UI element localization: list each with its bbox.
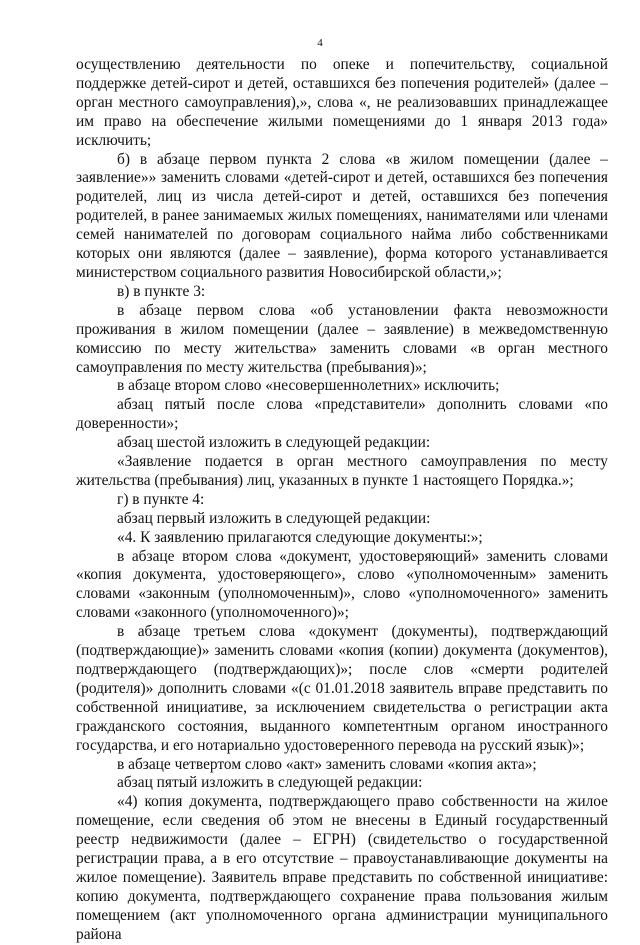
paragraph-g-fourth: в абзаце четвертом слово «акт» заменить словами «копия акта»;: [117, 755, 537, 773]
paragraph-g-fifth-intro: абзац пятый изложить в следующей редакции:: [117, 774, 423, 792]
paragraph-v-heading: в) в пункте 3:: [117, 282, 206, 300]
paragraph-g-second: в абзаце втором слова «документ, удостоверяющий» заменить словами «копия документа, удостоверяющего», слово «уполномоченным» заменить словами «законным (уполномоченным)», слово «уполномоченного» заменить словами «законного (уполномоченного)»;: [76, 547, 608, 622]
paragraph-g-third: в абзаце третьем слова «документ (документы), подтверждающий (подтверждающие)» заменить словами «копия (копии) документа (документов), подтверждающего (подтверждающих)»; после слов «смерти родителей (родителя)» дополнить словами «(с 01.01.2018 заявитель вправе представить по собственной инициативе, за исключением свидетельства о регистрации акта гражданского состояния, выданного компетентным органом иностранного государства, и его нотариально удостоверенного перевода на русский язык)»;: [76, 623, 608, 754]
paragraph-g-first-intro: абзац первый изложить в следующей редакции:: [117, 509, 431, 527]
paragraph-v-sixth-text: «Заявление подается в орган местного самоуправления по месту жительства (пребывания) лиц, указанных в пункте 1 настоящего Порядка.»;: [76, 453, 608, 489]
paragraph-1-continuation: осуществлению деятельности по опеке и попечительству, социальной поддержке детей-сирот и детей, оставшихся без попечения родителей» (далее – орган местного самоуправления),», слова «, не реализовавших принадлежащее им право на обеспечение жилыми помещениями до 1 января 2013 года» исключить;: [76, 56, 608, 149]
page-number: 4: [317, 37, 323, 49]
paragraph-g-heading: г) в пункте 4:: [117, 490, 205, 508]
paragraph-v-fifth: абзац пятый после слова «представители» дополнить словами «по доверенности»;: [76, 396, 608, 433]
paragraph-b-clause: б) в абзаце первом пункта 2 слова «в жилом помещении (далее – заявление»» заменить словами «детей-сирот и детей, оставшихся без попечения родителей, лиц из числа детей-сирот и детей, оставшихся без попечения родителей, в ранее занимаемых жилых помещениях, нанимателями или членами семей нанимателей по договорам социального найма либо собственниками которых они являются (далее – заявление), форма которого устанавливается министерством социального развития Новосибирской области,»;: [76, 150, 608, 281]
paragraph-v-sixth-intro: абзац шестой изложить в следующей редакции:: [117, 434, 431, 452]
paragraph-v-second: в абзаце втором слово «несовершеннолетних» исключить;: [117, 377, 500, 395]
paragraph-g-fifth-text: «4) копия документа, подтверждающего право собственности на жилое помещение, если сведения об этом не внесены в Единый государственный реестр недвижимости (далее – ЕГРН) (свидетельство о государственной регистрации права, а в его отсутствие – правоустанавливающие документы на жилое помещение). Заявитель вправе представить по собственной инициативе: копию документа, подтверждающего сохранение права пользования жилым помещением (акт уполномоченного органа администрации муниципального района: [76, 793, 608, 943]
paragraph-g-first-text: «4. К заявлению прилагаются следующие документы:»;: [117, 528, 483, 546]
document-body: [76, 56, 608, 945]
paragraph-v-first: в абзаце первом слова «об установлении факта невозможности проживания в жилом помещении (далее – заявление) в межведомственную комиссию по месту жительства» заменить словами «в орган местного самоуправления по месту жительства (пребывания)»;: [76, 301, 608, 376]
